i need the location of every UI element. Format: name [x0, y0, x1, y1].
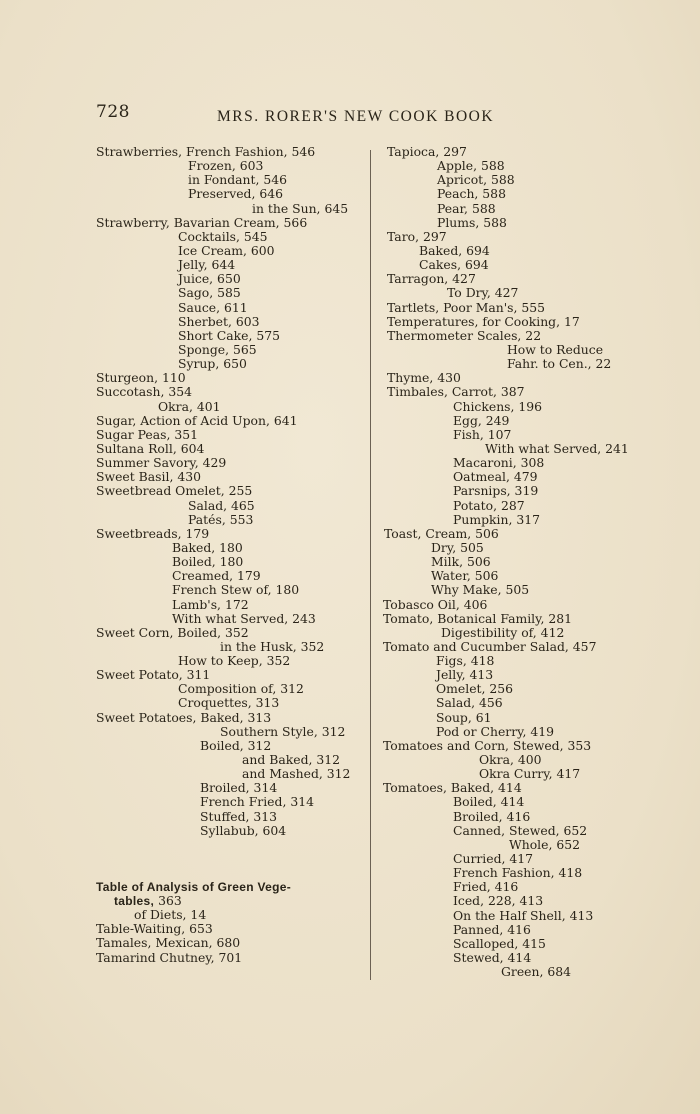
index-entry — [96, 216, 366, 230]
index-entry — [383, 286, 683, 300]
index-entry — [383, 442, 683, 456]
index-entry — [383, 598, 683, 612]
index-entry-text: Frozen, 603 — [188, 158, 264, 174]
index-column-left — [96, 145, 366, 965]
index-entry — [96, 824, 366, 838]
index-entry — [96, 301, 366, 315]
page-number: 728 — [96, 102, 130, 122]
index-entry — [383, 824, 683, 838]
index-entry-text: Tartlets, Poor Man's, 555 — [387, 299, 546, 315]
index-entry-text: Iced, 228, 413 — [453, 893, 544, 909]
index-entry — [383, 795, 683, 809]
index-entry — [383, 696, 683, 710]
index-entry-text: in the Husk, 352 — [220, 638, 325, 654]
index-entry — [96, 583, 366, 597]
index-entry-text: To Dry, 427 — [447, 285, 519, 301]
index-entry-text: Fried, 416 — [453, 879, 519, 895]
index-entry — [383, 301, 683, 315]
index-entry-text: Canned, Stewed, 652 — [453, 822, 588, 838]
index-entry-text: Toast, Cream, 506 — [384, 525, 499, 541]
index-entry — [383, 216, 683, 230]
index-entry — [383, 583, 683, 597]
index-entry-text: Egg, 249 — [453, 412, 510, 428]
index-entry-text: Dry, 505 — [431, 539, 484, 555]
index-entry-text: French Fried, 314 — [200, 794, 314, 810]
index-entry — [96, 880, 366, 894]
index-entry-text: Tapioca, 297 — [387, 144, 467, 159]
index-entry — [96, 315, 366, 329]
index-entry-text: How to Keep, 352 — [178, 653, 291, 669]
index-entry-text: and Baked, 312 — [242, 752, 341, 768]
index-entry-text: Soup, 61 — [436, 709, 492, 725]
index-entry-text: Boiled, 312 — [200, 737, 272, 753]
index-entry — [383, 541, 683, 555]
index-entry — [383, 414, 683, 428]
index-entry — [96, 951, 366, 965]
index-entry — [383, 711, 683, 725]
index-entry-text: Jelly, 413 — [436, 667, 494, 683]
index-entry-text: Okra Curry, 417 — [479, 766, 581, 782]
index-entry-text: Tomato, Botanical Family, 281 — [383, 610, 573, 626]
index-entry — [383, 753, 683, 767]
index-entry-text: Tomatoes, Baked, 414 — [383, 780, 522, 796]
index-entry — [96, 696, 366, 710]
index-entry — [383, 725, 683, 739]
index-entry — [383, 682, 683, 696]
index-entry — [383, 668, 683, 682]
index-entry-text: Preserved, 646 — [188, 186, 283, 202]
index-gap — [96, 838, 366, 880]
index-entry-text: Temperatures, for Cooking, 17 — [387, 313, 580, 329]
index-entry-text: French Stew of, 180 — [172, 582, 300, 598]
index-entry-text: Sherbet, 603 — [178, 313, 260, 329]
index-entry-text: Short Cake, 575 — [178, 327, 281, 343]
index-entry — [383, 244, 683, 258]
index-entry — [383, 343, 683, 357]
index-entry — [96, 428, 366, 442]
index-entry — [383, 315, 683, 329]
index-entry-text: Apricot, 588 — [437, 172, 515, 188]
index-entry — [383, 371, 683, 385]
index-heading: tables, — [114, 894, 155, 909]
index-entry — [96, 908, 366, 922]
index-entry — [96, 569, 366, 583]
index-entry-text: Sweet Basil, 430 — [96, 469, 201, 485]
index-entry-text: Boiled, 414 — [453, 794, 525, 810]
index-entry-text: Sturgeon, 110 — [96, 370, 186, 386]
index-entry — [383, 852, 683, 866]
index-entry — [96, 244, 366, 258]
index-entry — [383, 484, 683, 498]
index-entry-text: Sweet Corn, Boiled, 352 — [96, 624, 249, 640]
index-entry — [96, 555, 366, 569]
index-entry-text: Sweet Potatoes, Baked, 313 — [96, 709, 272, 725]
index-entry — [383, 159, 683, 173]
index-entry-text: in the Sun, 645 — [252, 200, 349, 216]
running-title: MRS. RORER'S NEW COOK BOOK — [217, 108, 495, 125]
index-entry-text: of Diets, 14 — [134, 907, 207, 923]
index-entry — [383, 145, 683, 159]
index-entry — [383, 428, 683, 442]
index-entry-text: Jelly, 644 — [178, 257, 236, 273]
index-entry-text: Broiled, 416 — [453, 808, 531, 824]
index-entry — [96, 484, 366, 498]
index-entry-text: Pumpkin, 317 — [453, 511, 540, 527]
index-entry — [383, 499, 683, 513]
index-entry-text: Sago, 585 — [178, 285, 241, 301]
index-entry — [383, 385, 683, 399]
index-entry-text: Sweetbreads, 179 — [96, 525, 210, 541]
index-entry-text: Whole, 652 — [509, 836, 580, 852]
index-entry-text: Pear, 588 — [437, 200, 496, 216]
index-entry — [96, 612, 366, 626]
index-entry-text: Tomato and Cucumber Salad, 457 — [383, 638, 597, 654]
index-entry-text: Scalloped, 415 — [453, 935, 546, 951]
index-entry — [383, 187, 683, 201]
index-entry — [383, 767, 683, 781]
index-entry-text: Figs, 418 — [436, 653, 495, 669]
index-entry-text: Composition of, 312 — [178, 681, 304, 697]
index-entry-text: Tomatoes and Corn, Stewed, 353 — [383, 737, 592, 753]
index-entry-text: Potato, 287 — [453, 497, 525, 513]
index-entry — [383, 173, 683, 187]
index-entry — [96, 456, 366, 470]
index-entry-text: Macaroni, 308 — [453, 455, 545, 471]
index-entry — [383, 781, 683, 795]
index-entry-text: With what Served, 243 — [172, 610, 316, 626]
index-entry-text: Fish, 107 — [453, 426, 512, 442]
index-entry-text: Sauce, 611 — [178, 299, 248, 315]
index-entry — [383, 810, 683, 824]
index-entry — [96, 159, 366, 173]
index-entry-text: and Mashed, 312 — [242, 766, 351, 782]
index-entry — [383, 230, 683, 244]
index-entry — [383, 937, 683, 951]
index-entry — [383, 329, 683, 343]
index-entry-text: Sponge, 565 — [178, 341, 257, 357]
index-entry-text: Sugar Peas, 351 — [96, 426, 199, 442]
index-entry-text: Panned, 416 — [453, 921, 531, 937]
index-entry-text: Patés, 553 — [188, 511, 254, 527]
index-entry-text: How to Reduce — [507, 341, 604, 357]
index-entry-text: Timbales, Carrot, 387 — [387, 384, 525, 400]
index-entry — [96, 513, 366, 527]
index-entry-text: Fahr. to Cen., 22 — [507, 356, 612, 372]
index-entry — [96, 187, 366, 201]
index-entry — [383, 258, 683, 272]
index-entry-text: Baked, 180 — [172, 539, 243, 555]
index-entry-text: Thyme, 430 — [387, 370, 461, 386]
index-entry — [383, 470, 683, 484]
index-entry-text: Chickens, 196 — [453, 398, 543, 414]
index-entry — [383, 640, 683, 654]
index-entry-text: Syllabub, 604 — [200, 822, 287, 838]
index-entry — [96, 400, 366, 414]
index-entry-text: Tamarind Chutney, 701 — [96, 949, 243, 965]
index-entry — [96, 286, 366, 300]
index-entry — [383, 951, 683, 965]
index-entry-text: With what Served, 241 — [485, 440, 629, 456]
index-entry-text: Stuffed, 313 — [200, 808, 278, 824]
index-entry — [96, 258, 366, 272]
index-entry-text: French Fashion, 418 — [453, 865, 583, 881]
index-entry — [96, 230, 366, 244]
index-entry — [383, 909, 683, 923]
index-entry — [383, 880, 683, 894]
index-entry-text: Milk, 506 — [431, 554, 491, 570]
index-entry — [96, 145, 366, 159]
index-entry — [383, 838, 683, 852]
index-entry-text: Apple, 588 — [437, 158, 505, 174]
index-entry — [383, 894, 683, 908]
index-entry — [96, 795, 366, 809]
index-entry — [383, 965, 683, 979]
index-entry — [96, 668, 366, 682]
index-entry-text: Sultana Roll, 604 — [96, 440, 205, 456]
index-entry-text: Sweetbread Omelet, 255 — [96, 483, 253, 499]
index-entry — [383, 654, 683, 668]
index-entry — [383, 739, 683, 753]
index-entry-text: Juice, 650 — [178, 271, 241, 287]
index-entry-text: On the Half Shell, 413 — [453, 907, 594, 923]
index-entry-text: Parsnips, 319 — [453, 483, 539, 499]
index-entry-text: Salad, 456 — [436, 695, 503, 711]
index-entry-text: Boiled, 180 — [172, 554, 244, 570]
index-entry-text: Strawberries, French Fashion, 546 — [96, 144, 316, 159]
index-entry — [96, 414, 366, 428]
index-entry-text: Okra, 401 — [158, 398, 221, 414]
index-entry — [96, 343, 366, 357]
index-entry-text: Baked, 694 — [419, 242, 490, 258]
index-entry — [96, 272, 366, 286]
index-entry — [96, 810, 366, 824]
index-entry — [96, 711, 366, 725]
index-entry — [96, 781, 366, 795]
index-entry-text: Green, 684 — [501, 964, 571, 980]
index-entry-text: Ice Cream, 600 — [178, 242, 275, 258]
index-heading: Table of Analysis of Green Vege- — [96, 879, 291, 894]
index-entry-text: Tobasco Oil, 406 — [383, 596, 488, 612]
index-entry-text: Taro, 297 — [387, 228, 447, 244]
index-entry — [96, 753, 366, 767]
index-entry — [96, 598, 366, 612]
index-entry — [96, 739, 366, 753]
index-entry-text: Sweet Potato, 311 — [96, 667, 211, 683]
index-entry — [383, 357, 683, 371]
index-entry — [96, 385, 366, 399]
index-entry — [96, 894, 366, 908]
index-entry-text: Succotash, 354 — [96, 384, 193, 400]
index-entry — [96, 682, 366, 696]
index-entry-text: Plums, 588 — [437, 214, 507, 230]
index-entry-text: Peach, 588 — [437, 186, 506, 202]
index-entry-text: Thermometer Scales, 22 — [387, 327, 542, 343]
index-entry — [383, 923, 683, 937]
index-entry-text: Salad, 465 — [188, 497, 255, 513]
index-entry — [383, 527, 683, 541]
index-entry-text: 363 — [154, 893, 182, 909]
index-entry — [96, 329, 366, 343]
index-entry-text: Sugar, Action of Acid Upon, 641 — [96, 412, 298, 428]
index-entry-text: Curried, 417 — [453, 851, 534, 867]
index-entry — [96, 654, 366, 668]
index-entry — [383, 626, 683, 640]
index-entry-text: Croquettes, 313 — [178, 695, 280, 711]
index-entry-text: Tarragon, 427 — [387, 271, 476, 287]
column-divider — [370, 150, 371, 980]
index-entry-text: Cakes, 694 — [419, 257, 489, 273]
index-entry-text: Digestibility of, 412 — [441, 624, 565, 640]
index-entry — [96, 202, 366, 216]
index-entry — [96, 470, 366, 484]
index-entry — [383, 866, 683, 880]
index-entry-text: Strawberry, Bavarian Cream, 566 — [96, 214, 308, 230]
index-entry-text: Southern Style, 312 — [220, 723, 346, 739]
index-entry-text: Okra, 400 — [479, 752, 542, 768]
index-entry — [383, 513, 683, 527]
index-entry — [96, 936, 366, 950]
index-entry — [96, 725, 366, 739]
index-entry — [383, 400, 683, 414]
index-entry — [96, 767, 366, 781]
index-entry — [96, 541, 366, 555]
index-entry-text: Oatmeal, 479 — [453, 469, 538, 485]
index-entry-text: in Fondant, 546 — [188, 172, 288, 188]
index-entry — [96, 626, 366, 640]
index-entry-text: Stewed, 414 — [453, 950, 532, 966]
index-entry — [383, 456, 683, 470]
index-entry — [96, 499, 366, 513]
index-entry — [96, 173, 366, 187]
index-entry-text: Syrup, 650 — [178, 356, 247, 372]
index-entry-text: Creamed, 179 — [172, 568, 261, 584]
index-entry — [96, 640, 366, 654]
index-entry-text: Table-Waiting, 653 — [96, 921, 213, 937]
index-entry — [96, 357, 366, 371]
index-entry-text: Pod or Cherry, 419 — [436, 723, 555, 739]
index-entry-text: Summer Savory, 429 — [96, 455, 227, 471]
index-entry — [96, 442, 366, 456]
index-entry-text: Why Make, 505 — [431, 582, 530, 598]
index-entry — [383, 555, 683, 569]
index-entry — [383, 612, 683, 626]
index-entry — [96, 922, 366, 936]
index-column-right — [383, 145, 683, 979]
index-entry — [383, 202, 683, 216]
index-entry-text: Omelet, 256 — [436, 681, 514, 697]
index-entry-text: Tamales, Mexican, 680 — [96, 935, 241, 951]
index-entry — [383, 569, 683, 583]
index-entry — [96, 371, 366, 385]
index-entry-text: Broiled, 314 — [200, 780, 278, 796]
index-entry-text: Cocktails, 545 — [178, 228, 268, 244]
index-entry-text: Water, 506 — [431, 568, 499, 584]
index-entry — [96, 527, 366, 541]
index-entry-text: Lamb's, 172 — [172, 596, 249, 612]
index-entry — [383, 272, 683, 286]
